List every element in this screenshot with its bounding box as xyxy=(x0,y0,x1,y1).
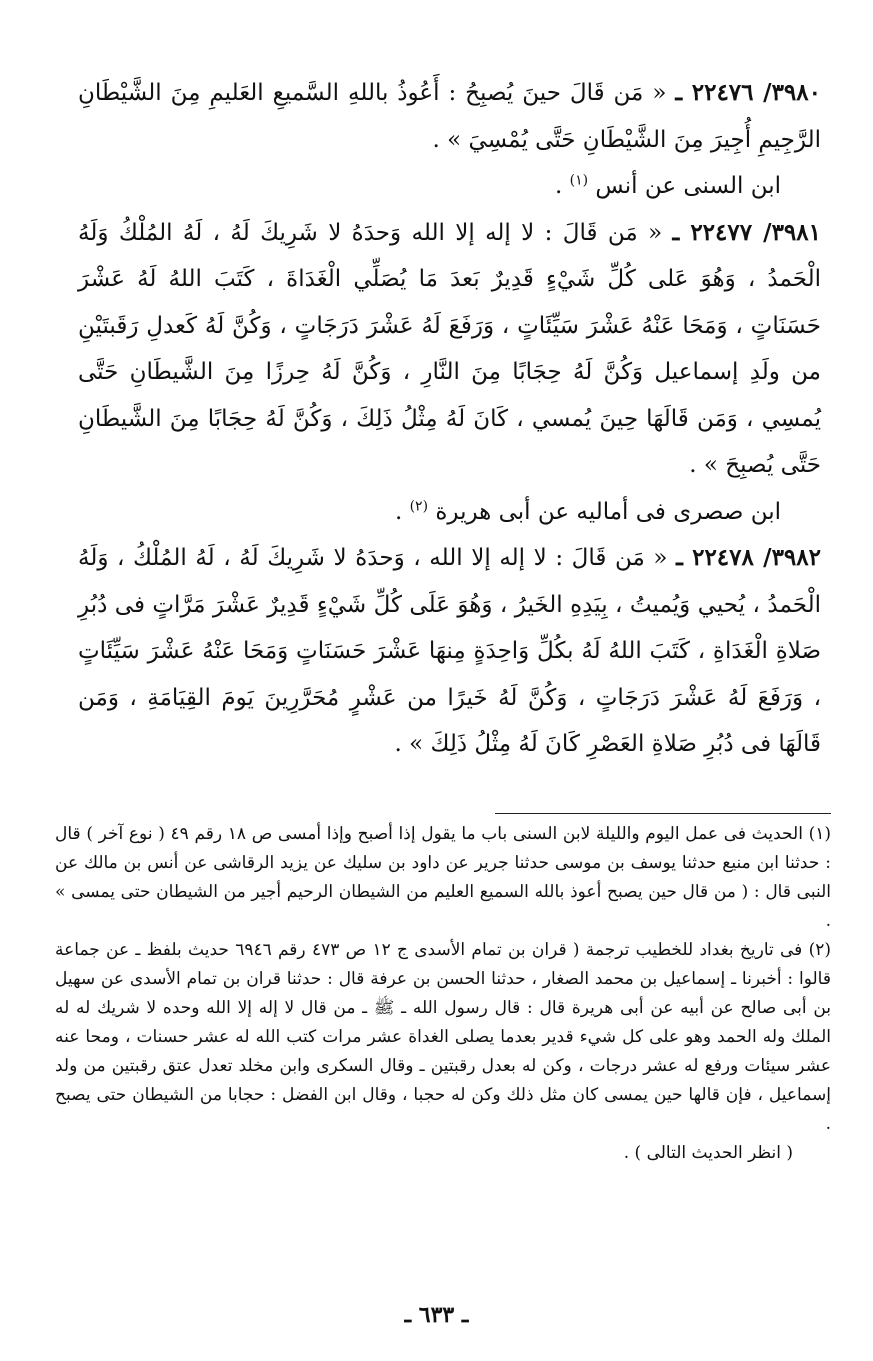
hadith-source xyxy=(78,489,821,536)
source-end: . xyxy=(554,173,570,199)
footnote-marker: (١) xyxy=(569,172,589,189)
source-text: ابن السنى عن أنس xyxy=(588,173,781,199)
hadith-3980 xyxy=(78,70,821,163)
main-text xyxy=(78,70,821,768)
hadith-text: « مَن قَالَ : لا إله إلا الله ، وَحدَهُ لا شَرِيكَ لَهُ ، لَهُ المُلْكُ ، وَلَهُ الْحَمدُ ، يُحيي وَيُميتُ ، بِيَدِهِ الخَيرُ ، وَهُوَ عَلَى كُلِّ شَيْءٍ قَدِيرٌ عَشْرَ مَرَّاتٍ فى دُبُرِ صَلاةِ الْغَدَاةِ ، كَتَبَ اللهُ لَهُ بكُلِّ وَاحِدَةٍ مِنهَا عَشْرَ حَسَنَاتٍ وَمَحَا عَنْهُ عَشْرَ سَيِّئَاتٍ ، وَرَفَعَ لَهُ عَشْرَ دَرَجَاتٍ ، وَكُنَّ لَهُ خَيرًا من عَشْرٍ مُحَرَّرِينَ يَومَ القِيَامَةِ ، وَمَن قَالَهَا فى دُبُرِ صَلاةِ العَصْرِ كَانَ لَهُ مِثْلُ ذَلِكَ » . xyxy=(78,545,822,757)
footnote-1: (١) الحديث فى عمل اليوم والليلة لابن السنى باب ما يقول إذا أصبح وإذا أمسى ص ١٨ رقم ٤٩ ( نوع آخر ) قال : حدثنا ابن منيع حدثنا يوسف بن موسى حدثنا جرير عن داود بن سليك عن يزيد الرقاشى عن أنس بن مالك عن النبى قال : ( من قال حين يصبح أعوذ بالله السميع العليم من الشيطان الرحيم أجير من الشيطان حتى يمسى » . xyxy=(55,824,831,931)
footnotes xyxy=(55,820,831,1168)
source-text: ابن صصرى فى أماليه عن أبى هريرة xyxy=(428,498,781,525)
footnote-divider xyxy=(495,813,831,814)
hadith-text: « مَن قَالَ : لا إله إلا الله وَحدَهُ لا شَرِيكَ لَهُ ، لَهُ المُلْكُ وَلَهُ الْحَمدُ ، وَهُوَ عَلى كُلِّ شَيْءٍ قَدِيرٌ بَعدَ مَا يُصَلِّي الْغَدَاةَ ، كَتَبَ اللهُ لَهُ عَشْرَ حَسَنَاتٍ ، وَمَحَا عَنْهُ عَشْرَ سَيِّئَاتٍ ، وَرَفَعَ لَهُ عَشْرَ دَرَجَاتٍ ، وَكُنَّ لَهُ كَعدلِ رَقَبتَيْنِ من ولَدِ إسماعيل وَكُنَّ لَهُ حِجَابًا مِنَ النَّارِ ، وَكُنَّ لَهُ حِرزًا مِنَ الشَّيطَانِ حَتَّى يُمسِي ، وَمَن قَالَهَا حِينَ يُمسي ، كَانَ لَهُ مِثْلُ ذَلِكَ ، وَكُنَّ لَهُ حِجَابًا مِنَ الشَّيطَانِ حَتَّى يُصبِحَ » . xyxy=(78,219,821,478)
hadith-3982 xyxy=(78,535,821,768)
hadith-number: ٣٩٨٠/ ٢٢٤٧٦ ـ xyxy=(675,79,821,106)
footnote-marker: (٢) xyxy=(409,497,429,514)
hadith-text: « مَن قَالَ حينَ يُصبِحُ : أَعُوذُ باللهِ السَّميعِ العَليمِ مِنَ الشَّيْطَانِ الرَّجِيمِ أُجِيرَ مِنَ الشَّيْطَانِ حَتَّى يُمْسِيَ » . xyxy=(78,80,821,153)
hadith-number: ٣٩٨٢/ ٢٢٤٧٨ ـ xyxy=(676,544,821,571)
source-end: . xyxy=(394,498,410,525)
hadith-3981 xyxy=(78,210,821,489)
page-number: ـ ٦٣٣ ـ xyxy=(404,1302,469,1328)
hadith-number: ٣٩٨١/ ٢٢٤٧٧ ـ xyxy=(672,218,821,246)
hadith-source xyxy=(78,163,821,210)
footnote-2: (٢) فى تاريخ بغداد للخطيب ترجمة ( قران بن تمام الأسدى ج ١٢ ص ٤٧٣ رقم ٦٩٤٦ حديث بلفظ ـ عن جماعة قالوا : أخبرنا ـ إسماعيل بن محمد الصغار ، حدثنا الحسن بن عرفة قال : حدثنا قران بن تمام الأسدى عن سهيل بن أبى صالح عن أبيه عن أبى هريرة قال : قال رسول الله ـ ﷺ ـ من قال لا إله إلا الله وحده لا شريك له له الملك وله الحمد وهو على كل شيء قدير بعدما يصلى الغداة عشر مرات كتب الله له عشر حسنات ، ومحا عنه عشر سيئات ورفع له عشر درجات ، وكن له بعدل رقبتين ـ وقال السكرى وابن مخلد تعدل عتق رقبتين من ولد إسماعيل ، فإن قالها حين يمسى كان مثل ذلك وكن له حجبا ، وقال ابن الفضل : حجابا من الشيطان حتى يصبح . xyxy=(55,940,831,1134)
see-next-note: ( انظر الحديث التالى ) . xyxy=(623,1143,793,1163)
